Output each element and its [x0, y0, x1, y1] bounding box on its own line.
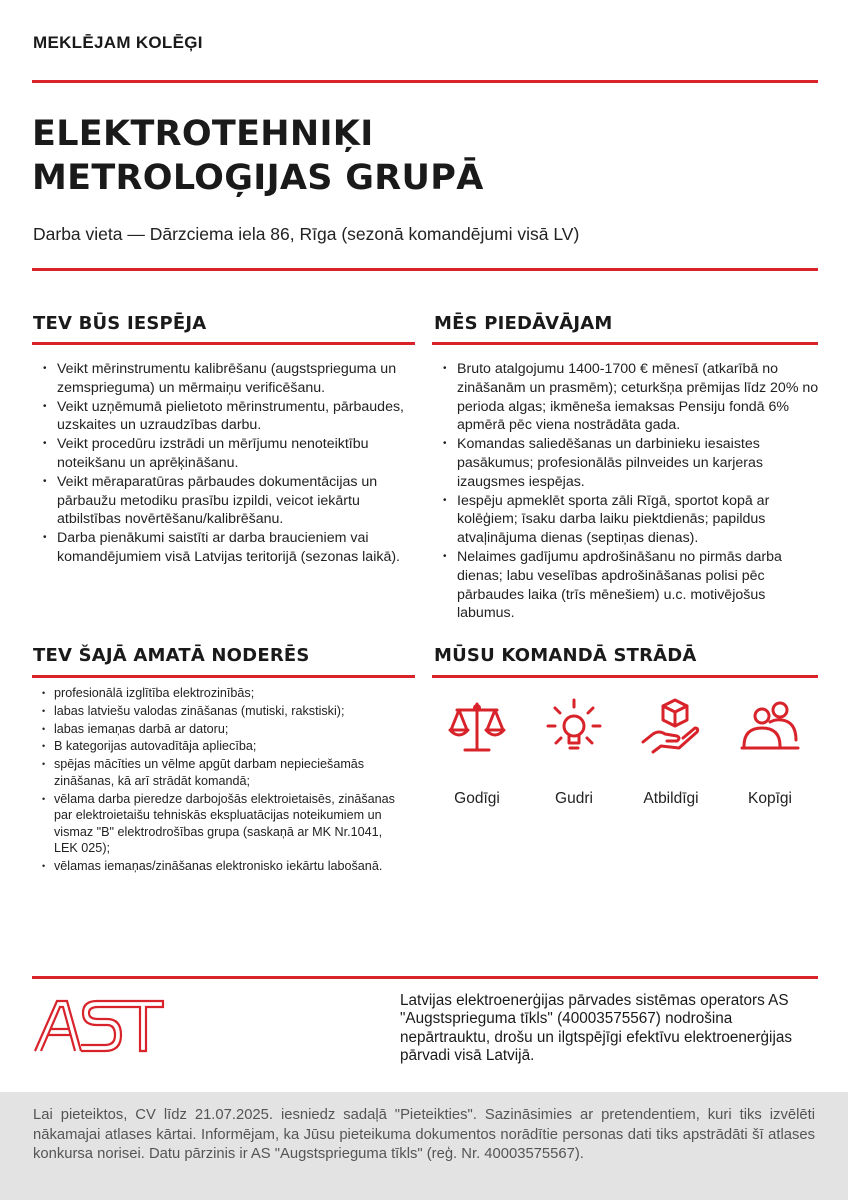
eyebrow-label: MEKLĒJAM KOLĒĢI	[33, 33, 203, 52]
value-item	[529, 696, 619, 808]
opportunities-heading: TEV BŪS IESPĒJA	[33, 313, 207, 334]
value-label: Atbildīgi	[643, 790, 699, 807]
requirements-list	[37, 685, 409, 876]
divider	[32, 80, 818, 83]
footer	[0, 1092, 848, 1200]
value-item	[725, 696, 815, 808]
list-item: • Veikt uzņēmumā pielietoto mērinstrumentu, pārbaudes, uzskaites un uzraudzības darbu.	[37, 398, 407, 436]
lightbulb-icon	[542, 696, 606, 760]
list-item: • labas iemaņas darbā ar datoru;	[37, 721, 409, 738]
list-item: • Komandas saliedēšanas un darbinieku iesaistes pasākumus; profesionālās pilnveides un karjeras izaugsmes iespējas.	[437, 435, 823, 491]
page-title	[32, 112, 484, 200]
scales-icon	[445, 696, 509, 760]
ast-logo	[33, 995, 165, 1055]
value-label: Godīgi	[454, 790, 500, 807]
hand-box-icon	[639, 696, 703, 760]
people-icon	[738, 696, 802, 760]
list-item: • Iespēju apmeklēt sporta zāli Rīgā, sportot kopā ar kolēģiem; īsaku darba laiku piektdienās; papildus atvaļinājuma dienas (septiņas dienas).	[437, 492, 823, 548]
title-line-2: METROLOĢIJAS GRUPĀ	[32, 158, 484, 198]
value-item	[626, 696, 716, 808]
company-description: Latvijas elektroenerģijas pārvades sistēmas operators AS "Augstsprieguma tīkls" (40003575567) nodrošina nepārtrauktu, drošu un ilgtspējīgi efektīvu elektroenerģijas pārvadi visā Latvijā.	[400, 992, 792, 1065]
list-item: • Bruto atalgojumu 1400-1700 € mēnesī (atkarībā no zināšanām un prasmēm); ceturkšņa prēmijas līdz 20% no perioda algas; ikmēneša iemaksas Pensiju fondā 6% apmērā pēc viena nostrādāta gada.	[437, 360, 823, 435]
section-divider	[432, 342, 818, 345]
team-values	[432, 696, 818, 816]
list-item: • Veikt procedūru izstrādi un mērījumu nenoteiktību noteikšanu un aprēķināšanu.	[37, 435, 407, 473]
offer-list	[437, 360, 823, 623]
section-divider	[32, 675, 415, 678]
divider	[32, 976, 818, 979]
list-item: • Nelaimes gadījumu apdrošināšanu no pirmās darba dienas; labu veselības apdrošināšanas polisi pēc pārbaudes laika (trīs mēnešiem) u.c. motivējošus labumus.	[437, 548, 823, 623]
list-item: • Veikt mēraparatūras pārbaudes dokumentācijas un pārbaužu metodiku prasību izpildi, veicot iekārtu atbilstības novērtēšanu/kalibrēšanu.	[37, 473, 407, 529]
list-item: • vēlama darba pieredze darbojošās elektroietaisēs, zināšanas par elektroietaišu tehniskās ekspluatācijas noteikumiem un vismaz "B" elektrodrošības grupa (saskaņā ar MK Nr.1041, LEK 025);	[37, 791, 409, 857]
job-location: Darba vieta — Dārzciema iela 86, Rīga (sezonā komandējumi visā LV)	[33, 224, 580, 244]
team-heading: MŪSU KOMANDĀ STRĀDĀ	[434, 645, 697, 666]
title-line-1: ELEKTROTEHNIĶI	[32, 114, 374, 154]
section-divider	[432, 675, 818, 678]
list-item: • Darba pienākumi saistīti ar darba braucieniem vai komandējumiem visā Latvijas teritorijā (sezonas laikā).	[37, 529, 407, 567]
offer-heading: MĒS PIEDĀVĀJAM	[434, 313, 613, 334]
list-item: • B kategorijas autovadītāja apliecība;	[37, 738, 409, 755]
value-item	[432, 696, 522, 808]
list-item: • profesionālā izglītība elektrozinībās;	[37, 685, 409, 702]
requirements-heading: TEV ŠAJĀ AMATĀ NODERĒS	[33, 645, 310, 666]
application-notice: Lai pieteiktos, CV līdz 21.07.2025. iesniedz sadaļā "Pieteikties". Sazināsimies ar pretendentiem, kuri tiks izvēlēti nākamajai atlases kārtai. Informējam, ka Jūsu pieteikuma dokumentos norādītie personas dati tiks apstrādāti šī atlases konkursa norisei. Datu pārzinis ir AS "Augstsprieguma tīkls" (reģ. Nr. 40003575567).	[33, 1107, 815, 1163]
divider	[32, 268, 818, 271]
list-item: • Veikt mērinstrumentu kalibrēšanu (augstsprieguma un zemsprieguma) un mērmaiņu verificēšanu.	[37, 360, 407, 398]
list-item: • labas latviešu valodas zināšanas (mutiski, rakstiski);	[37, 703, 409, 720]
list-item: • vēlamas iemaņas/zināšanas elektronisko iekārtu labošanā.	[37, 858, 409, 875]
value-label: Gudri	[555, 790, 593, 807]
opportunities-list	[37, 360, 407, 567]
value-label: Kopīgi	[748, 790, 792, 807]
list-item: • spējas mācīties un vēlme apgūt darbam nepieciešamās zināšanas, kā arī strādāt komandā;	[37, 756, 409, 789]
section-divider	[32, 342, 415, 345]
